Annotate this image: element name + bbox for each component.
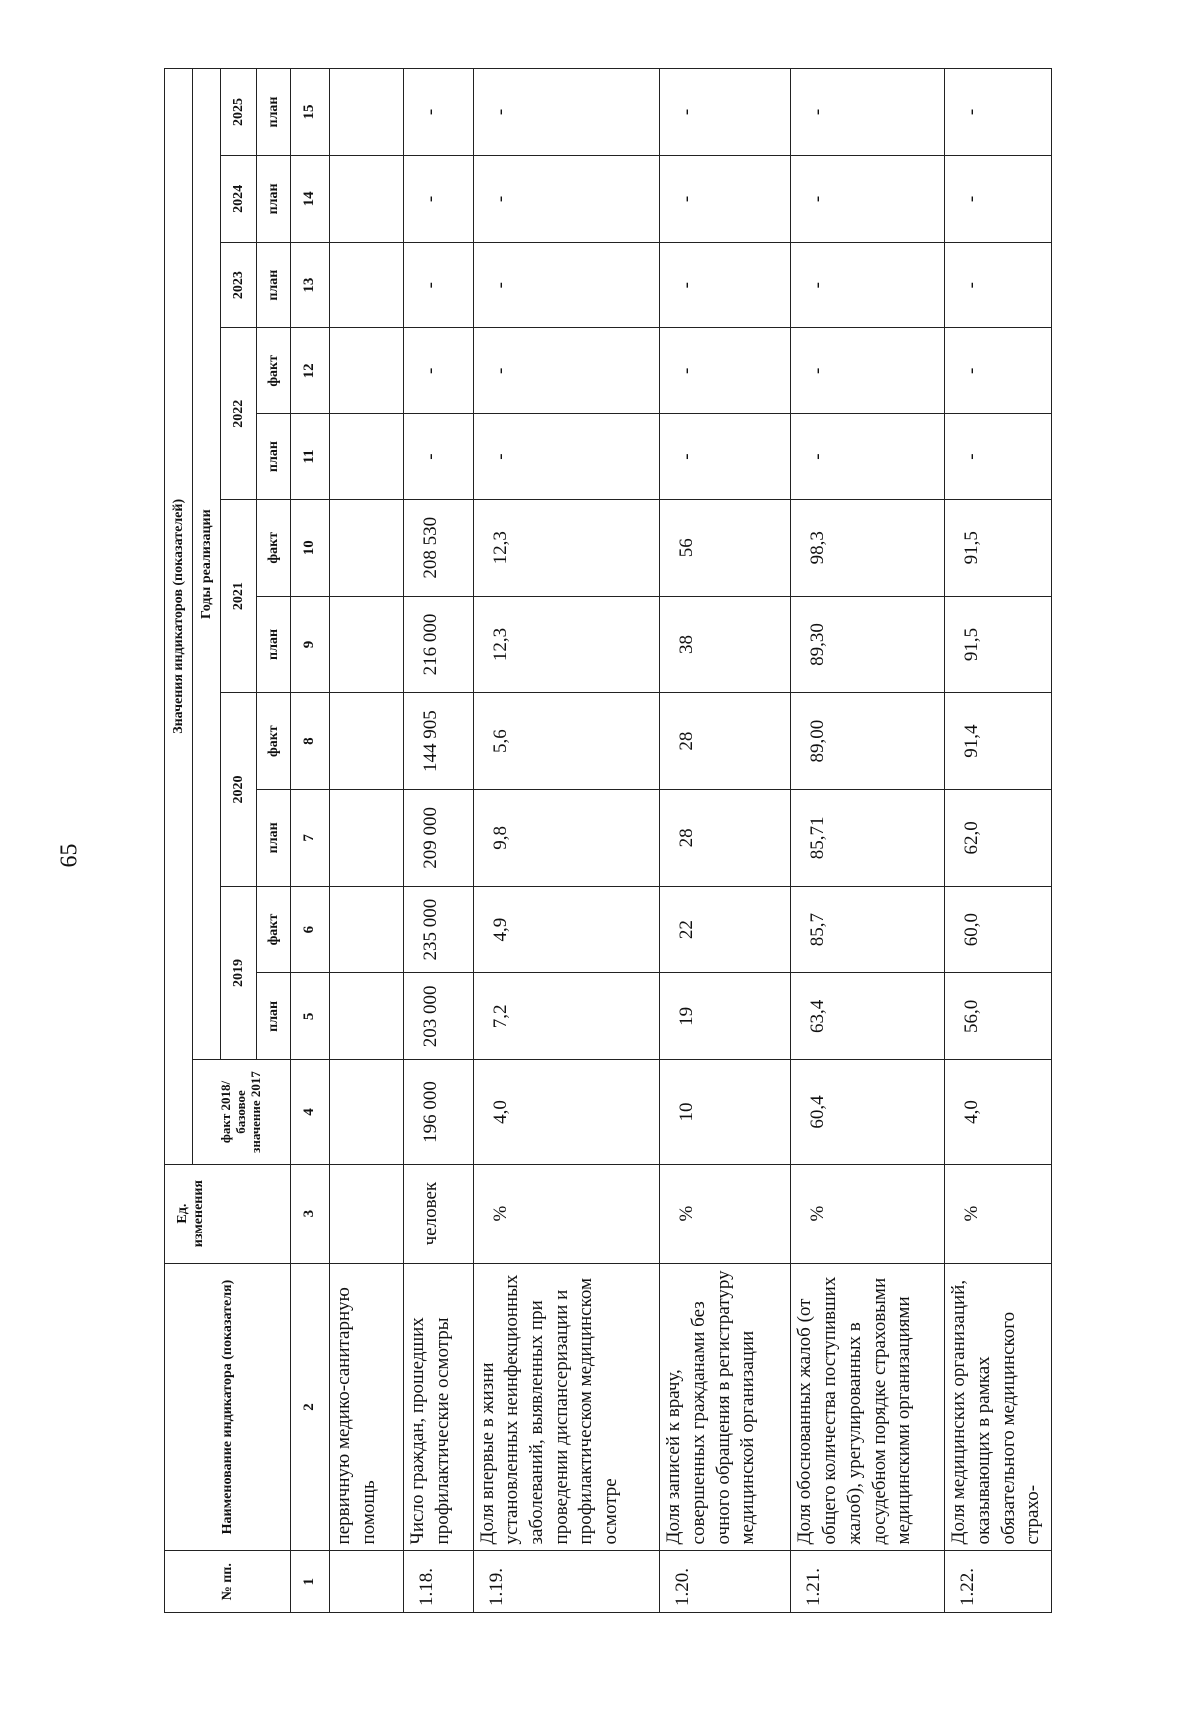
row-number: 1.20. [660, 1551, 791, 1613]
value-2021-fact: 12,3 [473, 499, 660, 596]
header-base: факт 2018/базовое значение 2017 [193, 1060, 291, 1164]
header-plan: план [257, 973, 291, 1060]
column-number: 11 [291, 414, 330, 500]
indicator-name: Доля медицинских организаций, оказывающих в рамках обязательного медицинского страхо- [945, 1263, 1052, 1551]
page-number: 65 [56, 843, 83, 868]
row-number: 1.19. [473, 1551, 660, 1613]
row-number: 1.22. [945, 1551, 1052, 1613]
header-unit: Ед. изменения [165, 1164, 291, 1263]
value-2019-fact: 235 000 [403, 886, 473, 973]
table-row [945, 69, 1052, 1613]
value-2024-plan: - [945, 155, 1052, 242]
value-2024-plan: - [473, 155, 660, 242]
value-2020-fact: 5,6 [473, 693, 660, 790]
value-2019-fact: 22 [660, 886, 791, 973]
header-num: № пп. [165, 1551, 291, 1613]
value-2019-plan: 63,4 [791, 973, 945, 1060]
value-2025-plan [329, 69, 403, 156]
row-number: 1.18. [403, 1551, 473, 1613]
unit-cell: % [473, 1164, 660, 1263]
value-2025-plan: - [945, 69, 1052, 156]
value-2023-plan: - [403, 242, 473, 328]
value-2019-plan [329, 973, 403, 1060]
column-number: 7 [291, 789, 330, 886]
value-2019-fact: 85,7 [791, 886, 945, 973]
header-fact: факт [257, 328, 291, 414]
value-2021-plan: 38 [660, 596, 791, 693]
header-year-2020: 2020 [221, 693, 257, 886]
value-2022-fact: - [945, 328, 1052, 414]
value-2020-plan: 62,0 [945, 789, 1052, 886]
value-2023-plan: - [473, 242, 660, 328]
value-2021-plan [329, 596, 403, 693]
value-2020-fact: 28 [660, 693, 791, 790]
value-2019-plan: 19 [660, 973, 791, 1060]
header-plan: план [257, 69, 291, 156]
indicators-table [164, 68, 1052, 1613]
indicator-name: Доля обоснованных жалоб (от общего количества поступивших жалоб), урегулированных в досудебном порядке страховыми медицинскими организациями [791, 1263, 945, 1551]
value-2021-plan: 89,30 [791, 596, 945, 693]
value-2025-plan: - [473, 69, 660, 156]
value-2020-plan: 9,8 [473, 789, 660, 886]
value-2023-plan: - [791, 242, 945, 328]
column-number: 6 [291, 886, 330, 973]
value-2020-plan: 85,71 [791, 789, 945, 886]
column-number: 8 [291, 693, 330, 790]
value-2020-plan: 28 [660, 789, 791, 886]
unit-cell: человек [403, 1164, 473, 1263]
value-2020-fact: 91,4 [945, 693, 1052, 790]
indicator-name: Доля записей к врачу, совершенных гражданами без очного обращения в регистратуру медицинской организации [660, 1263, 791, 1551]
value-2022-plan: - [945, 414, 1052, 500]
value-2022-fact: - [473, 328, 660, 414]
row-number: 1.21. [791, 1551, 945, 1613]
row-number [329, 1551, 403, 1613]
table-row [791, 69, 945, 1613]
column-number: 5 [291, 973, 330, 1060]
value-2022-fact: - [791, 328, 945, 414]
base-value-cell: 4,0 [945, 1060, 1052, 1164]
value-2023-plan: - [660, 242, 791, 328]
column-number: 9 [291, 596, 330, 693]
value-2022-fact: - [403, 328, 473, 414]
header-plan: план [257, 155, 291, 242]
value-2021-fact: 98,3 [791, 499, 945, 596]
value-2022-plan: - [791, 414, 945, 500]
value-2021-fact: 56 [660, 499, 791, 596]
value-2020-plan: 209 000 [403, 789, 473, 886]
table-row [473, 69, 660, 1613]
header-years-group: Годы реализации [193, 69, 221, 1060]
column-number: 15 [291, 69, 330, 156]
value-2024-plan: - [660, 155, 791, 242]
table-row [403, 69, 473, 1613]
indicator-name: Доля впервые в жизни установленных неинфекционных заболеваний, выявленных при проведении диспансеризации и профилактическом медицинском осмотре [473, 1263, 660, 1551]
value-2022-plan: - [403, 414, 473, 500]
column-number: 14 [291, 155, 330, 242]
base-value-cell: 196 000 [403, 1060, 473, 1164]
column-number: 12 [291, 328, 330, 414]
table-row [329, 69, 403, 1613]
header-plan: план [257, 789, 291, 886]
base-value-cell: 60,4 [791, 1060, 945, 1164]
header-year-2022: 2022 [221, 328, 257, 499]
unit-cell: % [945, 1164, 1052, 1263]
header-year-2024: 2024 [221, 155, 257, 242]
value-2020-fact: 89,00 [791, 693, 945, 790]
header-plan: план [257, 596, 291, 693]
value-2019-plan: 7,2 [473, 973, 660, 1060]
value-2021-fact: 208 530 [403, 499, 473, 596]
value-2025-plan: - [660, 69, 791, 156]
header-year-2023: 2023 [221, 242, 257, 328]
value-2020-fact: 144 905 [403, 693, 473, 790]
header-year-2021: 2021 [221, 499, 257, 692]
value-2022-fact: - [660, 328, 791, 414]
value-2022-plan [329, 414, 403, 500]
header-fact: факт [257, 693, 291, 790]
value-2020-fact [329, 693, 403, 790]
header-values-group: Значения индикаторов (показателей) [165, 69, 193, 1165]
value-2020-plan [329, 789, 403, 886]
value-2023-plan: - [945, 242, 1052, 328]
column-number: 10 [291, 499, 330, 596]
value-2021-fact [329, 499, 403, 596]
header-plan: план [257, 242, 291, 328]
indicator-name: Число граждан, прошедших профилактические осмотры [403, 1263, 473, 1551]
value-2019-plan: 56,0 [945, 973, 1052, 1060]
value-2019-plan: 203 000 [403, 973, 473, 1060]
value-2019-fact [329, 886, 403, 973]
value-2024-plan: - [791, 155, 945, 242]
value-2024-plan: - [403, 155, 473, 242]
indicator-name: первичную медико-санитарную помощь [329, 1263, 403, 1551]
indicators-table-wrapper [164, 68, 1052, 1613]
column-number: 2 [291, 1263, 330, 1551]
column-number: 3 [291, 1164, 330, 1263]
column-number: 4 [291, 1060, 330, 1164]
base-value-cell: 4,0 [473, 1060, 660, 1164]
value-2022-plan: - [473, 414, 660, 500]
header-plan: план [257, 414, 291, 500]
unit-cell: % [791, 1164, 945, 1263]
header-year-2025: 2025 [221, 69, 257, 156]
value-2021-fact: 91,5 [945, 499, 1052, 596]
value-2024-plan [329, 155, 403, 242]
value-2022-plan: - [660, 414, 791, 500]
base-value-cell: 10 [660, 1060, 791, 1164]
column-number: 1 [291, 1551, 330, 1613]
value-2019-fact: 60,0 [945, 886, 1052, 973]
value-2025-plan: - [403, 69, 473, 156]
value-2022-fact [329, 328, 403, 414]
value-2019-fact: 4,9 [473, 886, 660, 973]
unit-cell [329, 1164, 403, 1263]
header-name: Наименование индикатора (показателя) [165, 1263, 291, 1551]
unit-cell: % [660, 1164, 791, 1263]
table-row [660, 69, 791, 1613]
base-value-cell [329, 1060, 403, 1164]
column-number-row [291, 69, 330, 1613]
value-2021-plan: 216 000 [403, 596, 473, 693]
header-year-2019: 2019 [221, 886, 257, 1060]
column-number: 13 [291, 242, 330, 328]
header-fact: факт [257, 886, 291, 973]
value-2023-plan [329, 242, 403, 328]
value-2025-plan: - [791, 69, 945, 156]
header-fact: факт [257, 499, 291, 596]
value-2021-plan: 91,5 [945, 596, 1052, 693]
value-2021-plan: 12,3 [473, 596, 660, 693]
